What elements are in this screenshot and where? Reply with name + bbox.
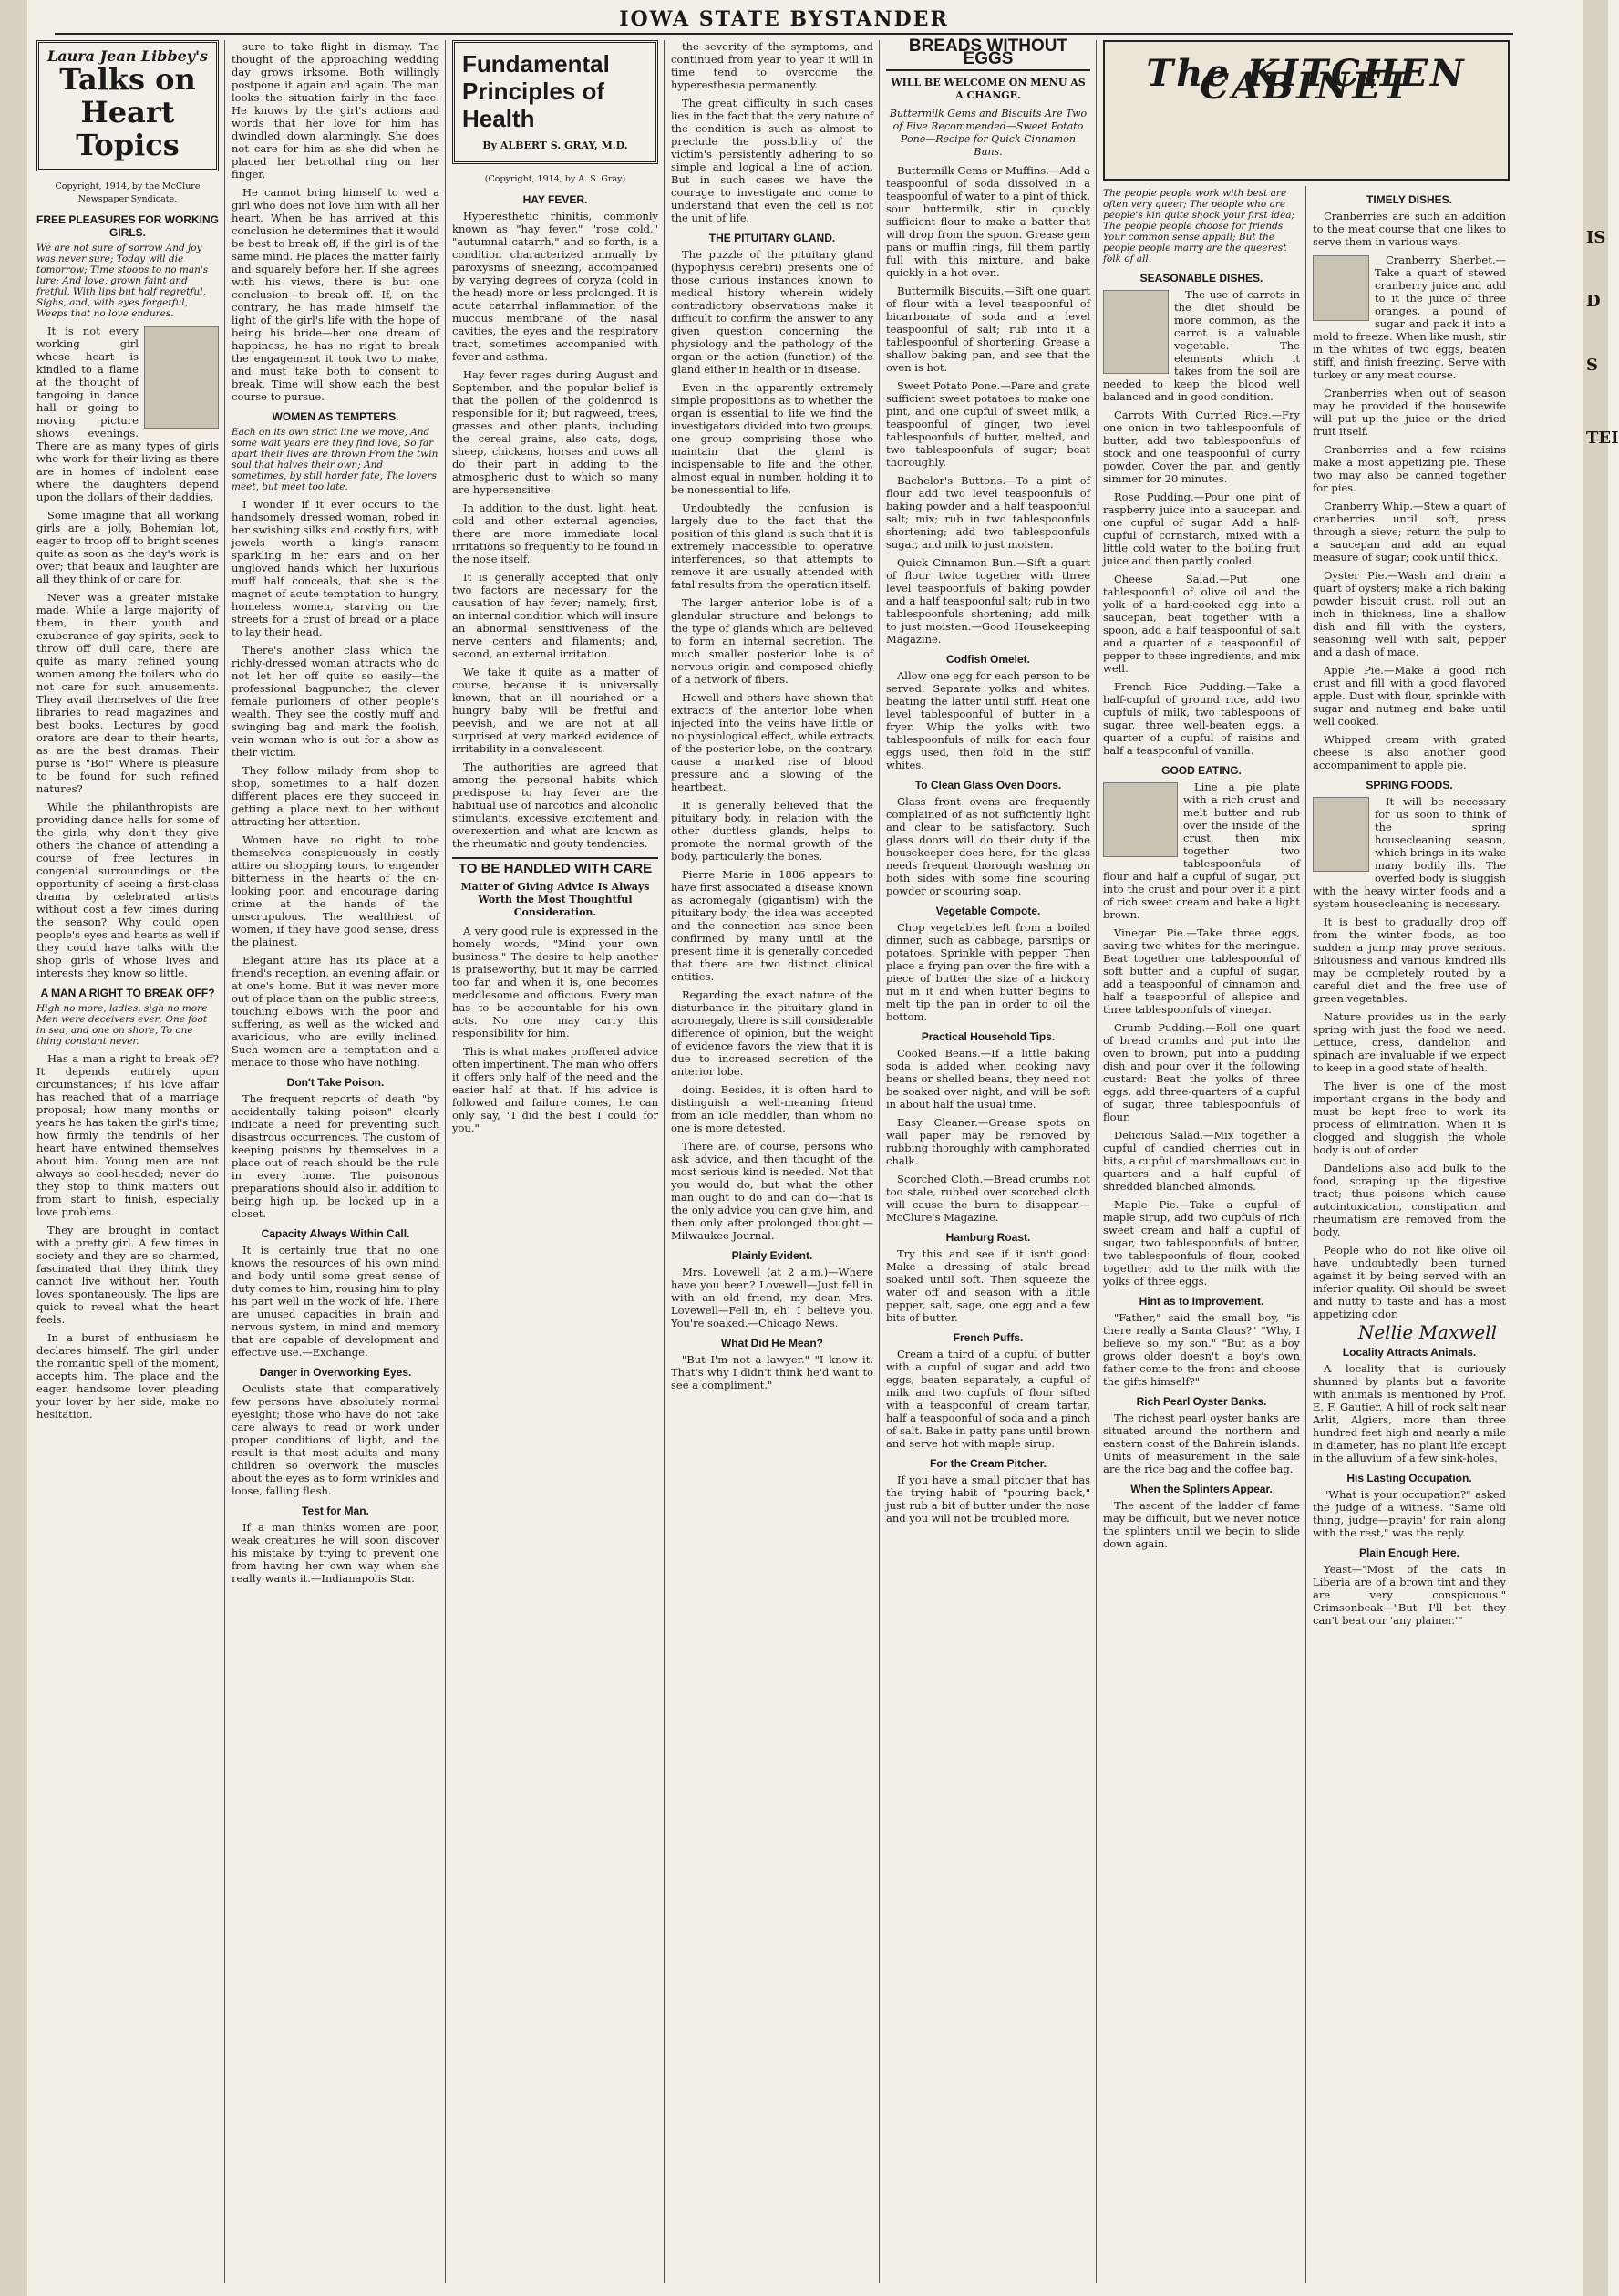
copyright-line: (Copyright, 1914, by A. S. Gray) — [484, 174, 626, 184]
portrait-illustration — [144, 326, 219, 429]
feature-box — [36, 40, 219, 171]
deck: Buttermilk Gems and Biscuits Are Two of Five Recommended—Sweet Potato Pone—Recipe for Quick Cinnamon Buns. — [889, 108, 1088, 158]
headline: For the Cream Pitcher. — [929, 1457, 1047, 1470]
feature-title: Fundamental Principles of Health — [462, 50, 610, 132]
paragraph: There are, of course, persons who ask advice, and then thought of the most serious kind is needed. Not that you would do, but what the other man ought to do and can do—that is the only advice you can give him, and then only after prolonged thought.—Milwaukee Journal. — [671, 1140, 873, 1242]
sherbet-illustration — [1313, 255, 1369, 321]
paragraph: Line a pie plate with a rich crust and melt butter and rub over the inside of the crust, then mix together two tablespoonfuls of flour and half a cupful of sugar, put into the crust and pour over it a pint of rich sweet cream and bake a light brown. — [1103, 781, 1300, 921]
headline: Codfish Omelet. — [945, 653, 1030, 666]
column-rule — [664, 40, 665, 2283]
headline: Rich Pearl Oyster Banks. — [1136, 1395, 1267, 1408]
deck: Matter of Giving Advice Is Always Worth the Most Thoughtful Consideration. — [460, 881, 650, 918]
paragraph: The larger anterior lobe is of a glandular structure and belongs to the type of glands which are believed to form an internal secretion. The much smaller posterior lobe is of nervous origin and composed chiefly of a network of fibers. — [671, 596, 873, 686]
headline: A MAN A RIGHT TO BREAK OFF? — [40, 987, 215, 999]
column-rule — [445, 40, 446, 2283]
paragraph: Elegant attire has its place at a friend's reception, an evening affair, or at one's home. But it was never more out of place than on the public streets, touching elbows with the poor and suffering, as well as the wicked and avaricious, who are evilly inclined. Such women are a temptation and a menace to those who have nothing. — [232, 954, 439, 1069]
headline: His Lasting Occupation. — [1346, 1472, 1472, 1484]
paragraph: Cranberries and a few raisins make a most appetizing pie. These two may also be canned together for pies. — [1313, 443, 1506, 494]
paragraph: Regarding the exact nature of the disturbance in the pituitary gland in acromegaly, there is still considerable difference of opinion, but the weight of evidence favors the view that it is due to increased secretion of the anterior lobe. — [671, 988, 873, 1078]
right-page-edge — [1583, 0, 1619, 2296]
poem: The people people work with best are often very queer; The people who are people's kin quite shock your first idea; The people people choose for friends Your common sense appall; But the people people marry are the queerest folk of all. — [1103, 188, 1295, 264]
paragraph: Hay fever rages during August and September, and the popular belief is that the pollen of the goldenrod is responsible for it; but ragweed, trees, grasses and other plants, including the cereal grains, also cats, dogs, sheep, chickens, horses and cows all do their part in adding to the atmospheric dust to which so many are hypersensitive. — [452, 368, 658, 496]
headline: French Puffs. — [953, 1331, 1024, 1344]
headline: WOMEN AS TEMPTERS. — [272, 410, 399, 423]
paragraph: The liver is one of the most important organs in the body and must be kept free to work its process of elimination. When it is clogged and sluggish the whole body is out of order. — [1313, 1080, 1506, 1156]
paragraph: Cranberries when out of season may be provided if the housewife will put up the juice or the dried fruit itself. — [1313, 387, 1506, 438]
headline: Hint as to Improvement. — [1139, 1295, 1264, 1308]
column-pituitary — [671, 40, 873, 2283]
paragraph: It is not every working girl whose heart is kindled to a flame at the thought of tangoing in dance hall or going to moving picture shows evenings. There are as many types of girls who work for their living as there are in homes of indolent ease where the daughters depend upon the dollars of their daddies. — [36, 325, 219, 503]
paragraph: Oculists state that comparatively few persons have absolutely normal eyesight; those who have do not take care always to read or work under proper conditions of light, and the result is that most adults and many children so overwork the muscles about the eyes as to form wrinkles and loose, falling flesh. — [232, 1382, 439, 1497]
paragraph: It is generally accepted that only two factors are necessary for the causation of hay fever; namely, first, an internal condition which will insure an abnormal sensitiveness of the nerve centers and filaments; and, second, an external irritation. — [452, 571, 658, 660]
paragraph: Howell and others have shown that extracts of the anterior lobe when injected into the veins have little or no physiological effect, while extracts of the posterior lobe, on the contrary, cause a marked rise of blood pressure and a slowing of the heartbeat. — [671, 691, 873, 793]
headline: GOOD EATING. — [1161, 764, 1242, 777]
paragraph: If a man thinks women are poor, weak creatures he will soon discover his mistake by trying to prevent one from having her own way when she really wants it.—Indianapolis Star. — [232, 1521, 439, 1585]
paragraph: Easy Cleaner.—Grease spots on wall paper may be removed by rubbing thoroughly with camphorated chalk. — [886, 1116, 1090, 1167]
paragraph: The ascent of the ladder of fame may be difficult, but we never notice the splinters until we begin to slide down again. — [1103, 1499, 1300, 1550]
headline: Danger in Overworking Eyes. — [259, 1366, 412, 1379]
paragraph: Sweet Potato Pone.—Pare and grate sufficient sweet potatoes to make one pint, and one cupful of sweet milk, a teaspoonful of ginger, two level tablespoonfuls of butter, melted, and two tablespoonfuls of sugar; beat thoroughly. — [886, 379, 1090, 469]
paragraph: Carrots With Curried Rice.—Fry one onion in two tablespoonfuls of butter, add two tablespoonfuls of stock and one teaspoonful of curry powder. Cover the pan and gently simmer for 20 minutes. — [1103, 409, 1300, 485]
paragraph: sure to take flight in dismay. The thought of the approaching wedding day grows irksome. Both willingly postpone it again and again. The man looks the situation fairly in the face. He knows by the girl's actions and words that her love for him has dwindled down alarmingly. She does not care for him as she did when he placed her betrothal ring on her finger. — [232, 40, 439, 181]
paragraph: Cranberry Sherbet.—Take a quart of stewed cranberry juice and add to it the juice of three oranges, a pound of sugar and pack it into a mold to freeze. When like mush, stir in the whites of two eggs, beaten stiff, and finish freezing. Serve with turkey or any meat course. — [1313, 253, 1506, 381]
paragraph: The authorities are agreed that among the personal habits which predispose to hay fever are the habitual use of narcotics and alcoholic stimulants, excessive excitement and overexertion and what are known as the rheumatic and gouty tendencies. — [452, 760, 658, 850]
paragraph: Cheese Salad.—Put one tablespoonful of olive oil and the yolk of a hard-cooked egg into a saucepan, beat together with a spoon, add a half teaspoonful of salt and a quarter of a teaspoonful of pepper to these ingredients, and mix well. — [1103, 573, 1300, 675]
headline: SPRING FOODS. — [1366, 779, 1453, 791]
headline: TIMELY DISHES. — [1366, 193, 1453, 206]
headline: SEASONABLE DISHES. — [1139, 272, 1263, 284]
paragraph: "Father," said the small boy, "is there really a Santa Claus?" "Why, I believe so, my son." "But as a boy grows older doesn't a boy's own father come to the front and choose the gifts himself?" — [1103, 1311, 1300, 1388]
paragraph: Maple Pie.—Take a cupful of maple sirup, add two cupfuls of rich sweet cream and half a cupful of sugar, two tablespoonfuls of butter, two tablespoonfuls of flour, cooked together; add to the milk with the yolks of three eggs. — [1103, 1198, 1300, 1288]
paragraph: Nature provides us in the early spring with just the food we need. Lettuce, cress, dandelion and spinach are invaluable if we expect to keep in a good state of health. — [1313, 1010, 1506, 1074]
paragraph: Allow one egg for each person to be served. Separate yolks and whites, beating the latter until stiff. Heat one level tablespoonful of butter in a fryer. Whip the yolks with two tablespoonfuls of milk for each four eggs used, then fold in the stiff whites. — [886, 669, 1090, 771]
headline: FREE PLEASURES FOR WORKING GIRLS. — [36, 213, 220, 239]
candelabra-illustration — [1313, 797, 1369, 872]
paragraph: Crumb Pudding.—Roll one quart of bread crumbs and put into the oven to brown, put into a pudding dish and pour over it the following custard: Beat the yolks of three eggs, add three-quarters of a cupful of sugar, three tablespoonfuls of flour. — [1103, 1021, 1300, 1123]
feature-title: Talks on Heart Topics — [59, 62, 196, 162]
paragraph: Has a man a right to break off? It depends entirely upon circumstances; if his love affair has reached that of a marriage proposal; how many months or years he has taken the girl's time; how firmly the tendrils of her heart have entwined themselves about him. Young men are not always so cool-headed; never do they stop to think matters out from start to finish, especially love problems. — [36, 1052, 219, 1218]
paragraph: Never was a greater mistake made. While a large majority of them, in their youth and exuberance of gay spirits, seek to throw off dull care, there are quite as many refined young women among the toilers who do not care for such amusements. They avail themselves of the free libraries to read magazines and best books. Lectures by good orators are dear to their hearts, as are the best dramas. Their purse is "Bo!" Where is pleasure to be found for such refined natures? — [36, 591, 219, 795]
headline: What Did He Mean? — [720, 1337, 823, 1350]
paragraph: The great difficulty in such cases lies in the fact that the very nature of the condition is such as almost to preclude the possibility of the victim's persistently adhering to so simple and logical a line of action. But in such cases we have the courage to investigate and come to understand that even the cell is not the unit of life. — [671, 97, 873, 224]
column-health — [452, 40, 658, 2283]
paragraph: Cranberry Whip.—Stew a quart of cranberries until soft, press through a sieve; return the pulp to a saucepan and add an equal measure of sugar; cook until thick. — [1313, 500, 1506, 564]
column-continued — [232, 40, 439, 2283]
paragraph: We take it quite as a matter of course, because it is universally known, that an ill nourished or a hungry baby will be fretful and peevish, and we are not at all surprised at very marked evidence of irritability in a convalescent. — [452, 666, 658, 755]
paragraph: A very good rule is expressed in the homely words, "Mind your own business." The desire to help another is praiseworthy, but it may be carried too far, and when it is, one becomes meddlesome and officious. Every man has to be accountable for his own acts. No one may carry this responsibility for him. — [452, 925, 658, 1039]
column-laura-jean — [36, 40, 219, 2283]
paragraph: I wonder if it ever occurs to the handsomely dressed woman, robed in her swishing silks and costly furs, with jewels worth a king's ransom sparkling in her ears and on her ungloved hands which her luxurious muff half conceals, that she is the magnet of acute temptation to hungry, homeless women, starving on the streets for a crust of bread or a place to lay their head. — [232, 498, 439, 638]
paragraph: The frequent reports of death "by accidentally taking poison" clearly indicate a need for preventing such disastrous occurrences. The custom of keeping poisons by themselves in a place out of reach should be the rule in every home. The poisonous preparations should also in addition to being high up, be locked up in a closet. — [232, 1092, 439, 1220]
headline: THE PITUITARY GLAND. — [708, 232, 836, 244]
headline: HAY FEVER. — [522, 193, 588, 206]
deck: WILL BE WELCOME ON MENU AS A CHANGE. — [891, 77, 1086, 101]
headline: Hamburg Roast. — [945, 1231, 1031, 1244]
paragraph: If you have a small pitcher that has the trying habit of "pouring back," just rub a bit of butter under the nose and you will not be troubled more. — [886, 1474, 1090, 1525]
headline: Practical Household Tips. — [921, 1030, 1056, 1043]
headline: Vegetable Compote. — [935, 905, 1041, 917]
paragraph: Cranberries are such an addition to the meat course that one likes to serve them in various ways. — [1313, 210, 1506, 248]
paragraph: Buttermilk Biscuits.—Sift one quart of flour with a level teaspoonful of bicarbonate of soda and a level teaspoonful of salt; rub into it a tablespoonful of shortening. Grease a shallow baking pan, and see that the oven is hot. — [886, 284, 1090, 374]
paragraph: Quick Cinnamon Bun.—Sift a quart of flour twice together with three level teaspoonfuls of baking powder and a half teaspoonful salt; rub in two tablespoonfuls shortening; add milk to just moisten.—Good Housekeeping Magazine. — [886, 556, 1090, 646]
paragraph: Cream a third of a cupful of butter with a cupful of sugar and add two eggs, beaten separately, a cupful of milk and two cupfuls of flour sifted with a teaspoonful of cream tartar, half a teaspoonful of soda and a pinch of salt. Bake in patty pans until brown and serve hot with maple sirup. — [886, 1348, 1090, 1450]
paragraph: Delicious Salad.—Mix together a cupful of candied cherries cut in bits, a cupful of marshmallows cut in quarters and a half cupful of shredded blanched almonds. — [1103, 1129, 1300, 1193]
paragraph: In a burst of enthusiasm he declares himself. The girl, under the romantic spell of the moment, accepts him. The place and the eager, handsome lover pleading your lover by her side, make no hesitation. — [36, 1331, 219, 1421]
paragraph: Buttermilk Gems or Muffins.—Add a teaspoonful of soda dissolved in a teaspoonful of water to a pint of thick, sour buttermilk, stir in quickly sufficient flour to make a batter that will drop from the spoon. Grease gem pans or muffin rings, fill them partly full with this mixture, and bake quickly in a hot oven. — [886, 164, 1090, 279]
masthead — [55, 5, 1513, 35]
paragraph: There's another class which the richly-dressed woman attracts who do not let her off quite so easily—the professional bagpuncher, the clever female purloiners of other people's wealth. They see the costly muff and swinging bag and mark the foolish, vain woman who is out for a show as their victim. — [232, 644, 439, 759]
paragraph: While the philanthropists are providing dance halls for some of the girls, why don't they give others the chance of attending a course of free lectures in congenial surroundings or the opportunity of seeing a first-class drama by celebrated artists without cost a few times during the season? Why could open people's eyes and hearts as well if they could have talks with the shop girls of whose lives and interests they know so little. — [36, 801, 219, 979]
signature: Nellie Maxwell — [1357, 1321, 1497, 1343]
poem: High no more, ladies, sigh no more Men were deceivers ever; One foot in sea, and one on shore, To one thing constant never. — [36, 1003, 208, 1047]
paragraph: Oyster Pie.—Wash and drain a quart of oysters; make a rich baking powder biscuit crust, roll out an inch in thickness, line a shallow dish and fill with the oysters, seasoning well with salt, pepper and a dash of mace. — [1313, 569, 1506, 658]
paragraph: It is generally believed that the pituitary body, in relation with the other ductless glands, helps to promote the normal growth of the body, particularly the bones. — [671, 799, 873, 863]
paragraph: Cooked Beans.—If a little baking soda is added when cooking navy beans or shelled beans, they need not be soaked over night, and will be soft in about half the usual time. — [886, 1047, 1090, 1111]
column-rule — [1305, 186, 1306, 2283]
poem: Each on its own strict line we move, And some wait years ere they find love, So far apart their lives are thrown From the twin soul that halves their own; And sometimes, by still harder fate, The lovers meet, but meet too late. — [232, 427, 438, 492]
headline: BREADS WITHOUT EGGS — [886, 40, 1090, 71]
paragraph: It is best to gradually drop off from the winter foods, as too sudden a jump may prove serious. Biliousness and various kindred ills may be completely routed by a careful diet and the free use of green vegetables. — [1313, 915, 1506, 1005]
headline: To Clean Glass Oven Doors. — [914, 779, 1062, 791]
paragraph: Whipped cream with grated cheese is also another good accompaniment to apple pie. — [1313, 733, 1506, 771]
column-rule — [879, 40, 880, 2283]
edge-fragment: D — [1586, 292, 1601, 311]
paragraph: Some imagine that all working girls are a jolly, Bohemian lot, eager to troop off to bright scenes quite as soon as the day's work is over; that beaux and laughter are all they think of or care for. — [36, 509, 219, 585]
author-name: Laura Jean Libbey's — [46, 47, 209, 65]
kitchen-cabinet-banner — [1103, 40, 1510, 181]
paragraph: Dandelions also add bulk to the food, scraping up the digestive tract; thus poisons which cause autointoxication, constipation and rheumatism are removed from the body. — [1313, 1162, 1506, 1238]
column-timely-dishes — [1313, 186, 1506, 2283]
column-rule — [1096, 40, 1097, 2283]
paragraph: They are brought in contact with a pretty girl. A few times in society and they are so charmed, fascinated that they think they cannot live without her. Youth loves spontaneously. The lips are quick to reveal what the heart feels. — [36, 1224, 219, 1326]
column-rule — [224, 40, 225, 2283]
headline: Test for Man. — [302, 1505, 369, 1517]
paragraph: French Rice Pudding.—Take a half-cupful of ground rice, add two cupfuls of milk, two tablespoons of sugar, three well-beaten eggs, a quarter of a cupful of raisins and half a teaspoonful of vanilla. — [1103, 680, 1300, 757]
paragraph: A locality that is curiously shunned by plants but a favorite with animals is mentioned by Prof. E. F. Gautier. A hill of rock salt near Arlit, Algiers, more than three hundred feet high and nearly a mile in diameter, has no plant life except in the alluvium of a few sink-holes. — [1313, 1362, 1506, 1464]
paragraph: The puzzle of the pituitary gland (hypophysis cerebri) presents one of those curious instances known to medical history wherein widely contradictory observations make it difficult to confirm the answer to any given question concerning the physiology and the pathology of the organ or the action (function) of the gland either in health or in disease. — [671, 248, 873, 376]
paragraph: He cannot bring himself to wed a girl who does not love him with all her heart. When he has arrived at this conclusion he determines that it would be best to break off, if the girl is of the same mind. He places the matter fairly and squarely before her. If she agrees with his views, there is but one conclusion—to break off. If, on the contrary, he has made himself the light of the girl's life with the hope of being his bride—her one dream of happiness, he has no right to break the engagement it took two to make, and must take both to consent to break. Time will show each the best course to pursue. — [232, 186, 439, 403]
health-feature-box — [452, 40, 658, 164]
paragraph: the severity of the symptoms, and continued from year to year it will in time tend to overcome the hyperesthesia permanently. — [671, 40, 873, 91]
masthead-title: IOWA STATE BYSTANDER — [619, 7, 949, 31]
headline: When the Splinters Appear. — [1130, 1483, 1273, 1495]
banner-title: The KITCHEN CABINET — [1146, 52, 1467, 108]
byline: By ALBERT S. GRAY, M.D. — [482, 140, 628, 151]
poem: We are not sure of sorrow And joy was never sure; Today will die tomorrow; Time stoops to no man's lure; And love, grown faint and fretful, With lips but half regretful, Sighs, and, with eyes forgetful, Weeps that no love endures. — [36, 243, 209, 319]
paragraph: Women have no right to robe themselves conspicuously in costly attire on shopping tours, to engender bitterness in the hearts of the on-looking poor, and encourage daring crime at the hands of the unscrupulous. The wealthiest of women, if they have good sense, dress the plainest. — [232, 833, 439, 948]
paragraph: The richest pearl oyster banks are situated around the northern and eastern coast of the Bahrein islands. Units of measurement in the sale are the rice bag and the coffee bag. — [1103, 1412, 1300, 1475]
paragraph: Glass front ovens are frequently complained of as not sufficiently light and clear to be satisfactory. Such glass doors will do their duty if the housekeeper does here, for the glass needs frequent thorough washing on both sides with some fine scouring powder or scouring soap. — [886, 795, 1090, 897]
pie-illustration — [1103, 782, 1178, 857]
copyright-line: Copyright, 1914, by the McClure Newspaper Syndicate. — [55, 181, 201, 204]
paragraph: It is certainly true that no one knows the resources of his own mind and body until some great sense of duty comes to him, rousing him to play his part well in the work of life. There are unused capacities in brain and nervous system, in mind and memory that are capable of development and effective use.—Exchange. — [232, 1244, 439, 1359]
headline: Locality Attracts Animals. — [1342, 1346, 1477, 1359]
paragraph: Vinegar Pie.—Take three eggs, saving two whites for the meringue. Beat together one tablespoonful of soft butter and a cupful of sugar, add a teaspoonful of cinnamon and half a teaspoonful of allspice and three tablespoonfuls of vinegar. — [1103, 926, 1300, 1016]
paragraph: Chop vegetables left from a boiled dinner, such as cabbage, parsnips or potatoes. Sprinkle with pepper. Then place a frying pan over the fire with a piece of butter the size of a hickory nut in it and when butter begins to melt tip the pan in order to oil the bottom. — [886, 921, 1090, 1023]
left-page-edge — [0, 0, 27, 2296]
headline: Plainly Evident. — [731, 1249, 813, 1262]
paragraph: Yeast—"Most of the cats in Liberia are of a brown tint and they are very conspicuous." Crimsonbeak—"But I'll bet they can't beat our 'any plainer.'" — [1313, 1563, 1506, 1627]
paragraph: "What is your occupation?" asked the judge of a witness. "Same old thing, judge—prayin' for rain along with the rest," was the reply. — [1313, 1488, 1506, 1539]
edge-fragment: TEI — [1586, 429, 1619, 448]
paragraph: Mrs. Lovewell (at 2 a.m.)—Where have you been? Lovewell—Just fell in with an old friend, my dear. Mrs. Lovewell—Fell in, eh! I believe you. You're soaked.—Chicago News. — [671, 1266, 873, 1329]
headline: Plain Enough Here. — [1358, 1546, 1459, 1559]
paragraph: It will be necessary for us soon to think of the spring housecleaning season, which brings in its wake many bodily ills. The overfed body is sluggish with the heavy winter foods and a system housecleaning is necessary. — [1313, 795, 1506, 910]
edge-fragment: IS — [1586, 228, 1606, 247]
headline: Don't Take Poison. — [286, 1076, 385, 1089]
paragraph: Pierre Marie in 1886 appears to have first associated a disease known as acromegaly (gigantism) with the pituitary body; the idea was accepted and the connection has since been confirmed by many until at the present time it is generally conceded that there are two distinct clinical entities. — [671, 868, 873, 983]
paragraph: Scorched Cloth.—Bread crumbs not too stale, rubbed over scorched cloth will cause the burn to disappear.—McClure's Magazine. — [886, 1173, 1090, 1224]
edge-fragment: S — [1586, 356, 1598, 375]
paragraph: This is what makes proffered advice often impertinent. The man who offers it offers only half of the need and the easier half at that. If his advice is followed and failure comes, he can only say, "I did the best I could for you." — [452, 1045, 658, 1134]
headline: Capacity Always Within Call. — [261, 1227, 410, 1240]
paragraph: doing. Besides, it is often hard to distinguish a well-meaning friend from an idle meddler, than whom no one is more detested. — [671, 1083, 873, 1134]
paragraph: In addition to the dust, light, heat, cold and other external agencies, there are more immediate local irritations so frequently to be found in the nose itself. — [452, 502, 658, 565]
paragraph: Even in the apparently extremely simple propositions as to whether the organ is essential to life we find the investigators divided into two groups, one group comprising those who maintain that the gland is indispensable to life and the other, almost equal in number, holding it to be nonessential to life. — [671, 381, 873, 496]
vegetable-illustration — [1103, 290, 1169, 374]
paragraph: People who do not like olive oil have undoubtedly been turned against it by being served with an inferior quality. Oil should be sweet and nutty to taste and has a most appetizing odor. — [1313, 1244, 1506, 1320]
paragraph: Undoubtedly the confusion is largely due to the fact that the position of this gland is such that it is extremely inaccessible to operative interferences, so that attempts to remove it are usually attended with fatal results from the operation itself. — [671, 502, 873, 591]
paragraph: The use of carrots in the diet should be more common, as the carrot is a valuable vegetable. The elements which it takes from the soil are needed to keep the blood well balanced and in good condition. — [1103, 288, 1300, 403]
paragraph: Rose Pudding.—Pour one pint of raspberry juice into a saucepan and one cupful of sugar. Add a half-cupful of cornstarch, mixed with a little cold water to the boiling fruit juice and then partly cooled. — [1103, 491, 1300, 567]
paragraph: Bachelor's Buttons.—To a pint of flour add two level teaspoonfuls of baking powder and a half teaspoonful salt; mix; rub in two tablespoonfuls shortening; add two tablespoonfuls sugar, and milk to just moisten. — [886, 474, 1090, 551]
paragraph: They follow milady from shop to shop, sometimes to a half dozen different places ere they succeed in getting a place next to her without attracting her attention. — [232, 764, 439, 828]
paragraph: "But I'm not a lawyer." "I know it. That's why I didn't think he'd want to see a compliment." — [671, 1353, 873, 1391]
column-breads — [886, 36, 1090, 2283]
headline: TO BE HANDLED WITH CARE — [458, 861, 653, 876]
paragraph: Hyperesthetic rhinitis, commonly known as "hay fever," "rose cold," "autumnal catarrh," and so forth, is a condition characterized annually by paroxysms of sneezing, accompanied by varying degrees of coryza (cold in the head) more or less prolonged. It is acute catarrhal inflammation of the mucous membrane of the nasal cavities, the eyes and the respiratory tract, sometimes accompanied with fever and asthma. — [452, 210, 658, 363]
paragraph: Apple Pie.—Make a good rich crust and fill with a good flavored apple. Dust with flour, sprinkle with sugar and nutmeg and bake until well cooked. — [1313, 664, 1506, 728]
paragraph: Try this and see if it isn't good: Make a dressing of stale bread soaked until soft. Then squeeze the water off and season with a little pepper, salt, sage, one egg and a few bits of butter. — [886, 1247, 1090, 1324]
